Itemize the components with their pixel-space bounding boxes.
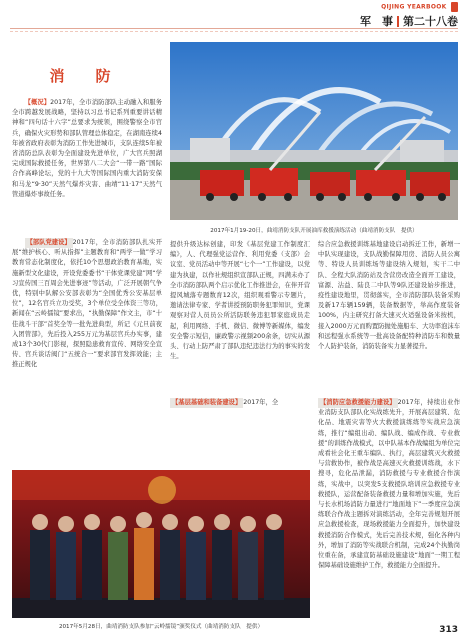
award-ceremony-photo [12, 470, 310, 618]
drill-photo-image [170, 42, 458, 220]
top-photo-caption: 2017年1月19-20日，曲靖消防支队开展油库救援演练活动（曲靖消防支队 提供） [210, 228, 418, 234]
overview-lead: 【概况】 [24, 99, 51, 106]
brand-year-badge [451, 2, 458, 12]
equipment-heading: 【基层基础和装备建设】 [170, 398, 243, 408]
header-rule [10, 28, 458, 29]
col2-body: 提供升级达标创建，印发《基层党建工作制度汇编》，人、代理强党运营作、利用党委（支部）会议室、党员活动中等开展“七个一”工作建设，以党建为执建，以作社规组织宣部队正规，四满未办了全市消防部队两个启示优化工作推进会，在伴开营提风城落专题数育12次，组织观看警示专题片，邀请法律专家、学者讲授预防职务犯罪知识，党课观察对营人员员公所活防联务违犯罪家庭成员走起，利用网络、手机、微信、微博等新媒体，编发安全警示短信，廉政警示视频200余条，切实从源头、行动上防严肃了部队违纪违法行为的事实的发生。 [170, 241, 310, 361]
yearbook-brand [381, 2, 458, 12]
running-header [360, 13, 458, 29]
page-number: 313 [439, 625, 458, 635]
page-title: 消 防 [49, 66, 119, 85]
volume-label: 第二十八卷 [403, 15, 458, 28]
section-name: 军 事 [360, 15, 393, 28]
emergency-rescue-column [318, 398, 460, 620]
rescue-body: 2017年，持续出业作业消防支队部队化实战练先升，开展高层建筑、危化品、地震灾害等火大救援演练练等实战应急演练，推行“编组出动、编队战、编成作战、专业救援”的训练作战模式，以中队基本作战编组为单位完成看社会化王重车编队、执行，高层建筑灭火救援与营救协作，被作战是高速灭火救援训练战，水下搜寻，危化品泄漏，消防救援与专业救援合作演练，实战中，以突发5支救援队培训应急救援专业救援队，运营配备装备救援力量和增加实施，先后与长水机场消防力量进行“地面地下”一季度应急演练联合作战主题拆对演练活动，全年完善规划开展应急救援检查，现场救援能力全面提升，加快建设救援消防合作模式，先后完善技术规，强化各种内外，增加了消防等实战联合机制，完成24个执勤岗位重在备，承建宣防基础设施建设“地面”一期工程保障基础设施维护工作，救援能力全面提升。 [318, 399, 460, 570]
party-building-column [12, 238, 162, 470]
ceremony-photo-image [12, 470, 310, 618]
col3-body: 综合应急救援训练基地建设启动拆迁工作，新增一中队实现建设，支队战勤保障用房、消防人员公寓等、特设人员训练场等建设纳入规划，实干二中队、全程大队消防站及含营房改造全面开工建设，富源、沾益、陆良二中队等9队还建设始步推进，疫性建设地里，贯彻落实，全市消防部队装备采购及新17车辆159辆，装备数据等，举高作度装备100%，内主研究打备大速灭火适强设备米按机，接入2000万元而购置防抛处施船车、大功率泡沫车和远程强水系统等一批高设备配特种消防车和数量个人防护装备，消防装备实力显著提升。 [318, 241, 460, 351]
equipment-heading-row [170, 398, 310, 412]
party-body: 2017年，全市消防部队扎实开展“维护核心、听从指挥”主题教育和“两学一做”学习教育常态化制度化，依托10个思想政治教育基地，实施新型文化建设，开设党委委书“干体党课党建”网“学习宣传国三百周会先进事迹”等活动，广泛开展朝气争优，特别中队解公安部表彰为“全国优秀公安基层单位”，12名官兵立功受奖，3个单位受全体资三等功，新闻在“云岭擂镜”要求出，“执勤保障”作文主，市“十佳战斗干部”首奖全等一批先进典型，所记《元旦前夜入团管部》，先后投入255万元为基层官兵办实事，建成13个30代门影视，探照隐患救育宣传、网络安全宣传、官兵谈话阀门“五统合一”要求部官发挥效能；主推正规化 [12, 239, 162, 369]
column-two-body [170, 240, 310, 398]
overview-column [12, 98, 162, 206]
bottom-photo-caption: 2017年5月28日，曲靖消防支队参加“云岭擂镜”颁奖仪式（曲靖消防支队 提供） [58, 624, 264, 630]
brand-text: QIJING YEARBOOK [381, 3, 447, 11]
rescue-heading: 【消防应急救援能力建设】 [318, 398, 398, 408]
overview-body: 2017年，全市消防部队主动融入和服务全市跨越发展战略，坚持以习总书记系列重要讲话精神和“四句话十六字”总要求为统领，围绕警察全市官兵，确保火灾形势和部队管理总体稳定，在湖南连续4年被省政府表彰为消防工作先进城市，支队连续5年被省消防总队表彰为全面建设先进单位，广大官兵照湖完成国际救援任务，世界第八二大会“一带一路”国际合作高峰论坛，党的十九大等国际国内重大消防安保和马龙“9·30”天然气爆炸灾害、曲靖“11·17”天然气管道爆炸事故任务。 [12, 99, 162, 198]
header-divider [397, 16, 399, 27]
oil-depot-drill-photo [170, 42, 458, 220]
column-three-body [318, 240, 460, 396]
equipment-body: 2017年，全 [243, 399, 279, 406]
party-heading: 【部队党建设】 [25, 238, 73, 248]
